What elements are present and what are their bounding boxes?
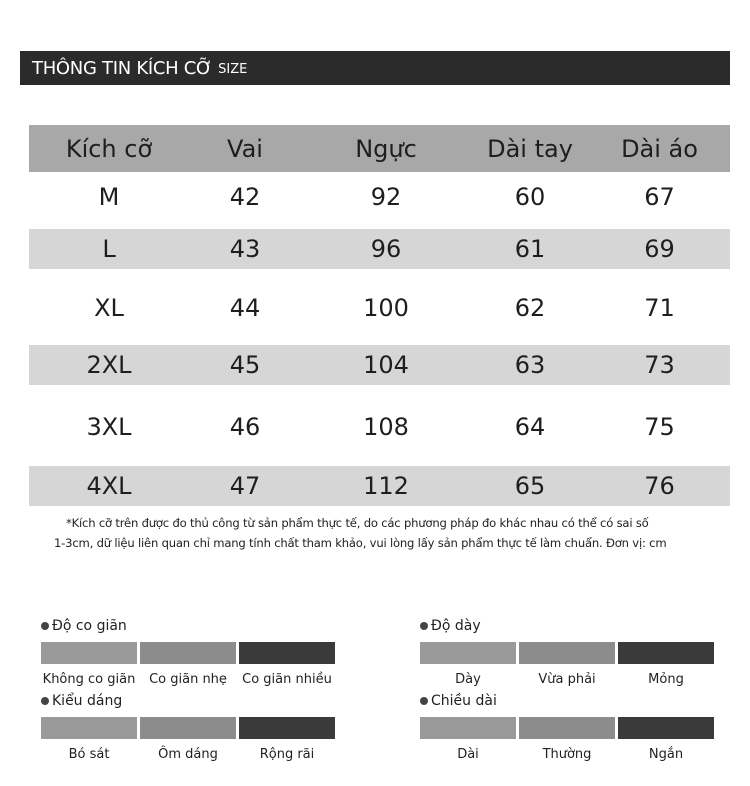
- scale-label: Dày: [455, 672, 481, 687]
- header-cell-size: Kích cỡ: [65, 134, 153, 163]
- length-scale: [420, 717, 720, 739]
- bullet-dot-icon: [41, 697, 49, 705]
- measurement-note: [54, 513, 736, 553]
- scale-bar: [41, 717, 137, 739]
- table-cell: 108: [363, 413, 409, 441]
- bullet-dot-icon: [420, 622, 428, 630]
- note-line-1: *Kích cỡ trên được đo thủ công từ sản phẩm thực tế, do các phương pháp đo khác nhau có thể có sai số: [66, 516, 649, 530]
- stretch-group: [41, 616, 341, 687]
- header-cell-length: Dài áo: [621, 134, 698, 163]
- scale-label: Mỏng: [648, 672, 684, 687]
- table-row: [29, 345, 730, 385]
- scale-label: Ngắn: [648, 747, 684, 762]
- table-cell: 104: [363, 351, 409, 379]
- thickness-title: Độ dày: [431, 618, 481, 634]
- table-row: [29, 277, 730, 339]
- header-cell-chest: Ngực: [355, 134, 417, 163]
- table-cell: 42: [229, 182, 261, 211]
- note-line-2: 1-3cm, dữ liệu liên quan chỉ mang tính chất tham khảo, vui lòng lấy sản phẩm thực tế làm chuẩn. Đơn vị: cm: [54, 536, 667, 550]
- stretch-title: Độ co giãn: [52, 618, 127, 634]
- table-cell: 76: [644, 472, 675, 500]
- scale-bar: [420, 717, 516, 739]
- scale-bar-selected: [618, 717, 714, 739]
- scale-bar: [140, 717, 236, 739]
- scale-bar: [41, 642, 137, 664]
- table-cell: 61: [514, 235, 546, 263]
- scale-label: Co giãn nhẹ: [149, 672, 227, 687]
- table-row: [29, 172, 730, 221]
- table-cell: 96: [370, 235, 402, 263]
- scale-label: Dài: [457, 747, 479, 762]
- table-header-row: [29, 125, 730, 172]
- fit-scale: [41, 717, 341, 739]
- scale-bar: [519, 642, 615, 664]
- size-info-banner: [20, 51, 730, 85]
- table-cell: 69: [644, 235, 675, 263]
- table-cell: 60: [514, 182, 546, 211]
- table-cell: 63: [514, 351, 546, 379]
- table-cell: 62: [514, 294, 546, 322]
- table-cell: 47: [229, 472, 261, 500]
- scale-bar: [140, 642, 236, 664]
- scale-label: Bó sát: [68, 747, 110, 762]
- table-cell: 43: [229, 235, 261, 263]
- scale-label: Vừa phải: [538, 672, 596, 687]
- scale-bar-selected: [239, 642, 335, 664]
- table-row: [29, 229, 730, 269]
- table-cell: 100: [363, 294, 409, 322]
- table-cell: M: [98, 182, 120, 211]
- table-cell: L: [102, 235, 116, 263]
- table-cell: 71: [644, 294, 675, 322]
- size-table: [29, 125, 730, 506]
- thickness-group: [420, 616, 720, 687]
- scale-label: Rộng rãi: [259, 747, 315, 762]
- table-cell: 67: [644, 182, 675, 211]
- table-cell: 65: [514, 472, 546, 500]
- scale-label: Co giãn nhiều: [242, 672, 332, 687]
- banner-subtitle: SIZE: [218, 62, 248, 77]
- scale-label: Ôm dáng: [158, 747, 218, 762]
- scale-label: Không co giãn: [42, 672, 136, 687]
- table-row: [29, 466, 730, 506]
- table-cell: XL: [94, 294, 124, 322]
- header-cell-shoulder: Vai: [227, 134, 263, 163]
- bullet-dot-icon: [420, 697, 428, 705]
- thickness-scale: [420, 642, 720, 664]
- scale-bar: [519, 717, 615, 739]
- table-cell: 45: [229, 351, 261, 379]
- table-cell: 64: [514, 413, 546, 441]
- length-group: [420, 691, 720, 762]
- length-title: Chiều dài: [431, 693, 497, 709]
- table-cell: 44: [229, 294, 261, 322]
- fit-group: [41, 691, 341, 762]
- table-cell: 46: [229, 413, 261, 441]
- fit-title: Kiểu dáng: [52, 693, 123, 709]
- scale-bar-selected: [618, 642, 714, 664]
- bullet-dot-icon: [41, 622, 49, 630]
- table-cell: 73: [644, 351, 675, 379]
- scale-label: Thường: [542, 747, 592, 762]
- table-cell: 75: [644, 413, 675, 441]
- table-row: [29, 391, 730, 463]
- stretch-scale: [41, 642, 341, 664]
- table-cell: 92: [370, 182, 402, 211]
- table-cell: 3XL: [86, 413, 132, 441]
- scale-bar: [420, 642, 516, 664]
- scale-bar-selected: [239, 717, 335, 739]
- table-cell: 2XL: [86, 351, 132, 379]
- table-cell: 112: [363, 472, 409, 500]
- header-cell-sleeve: Dài tay: [487, 134, 573, 163]
- table-cell: 4XL: [86, 472, 132, 500]
- banner-title: THÔNG TIN KÍCH CỠ: [32, 57, 213, 79]
